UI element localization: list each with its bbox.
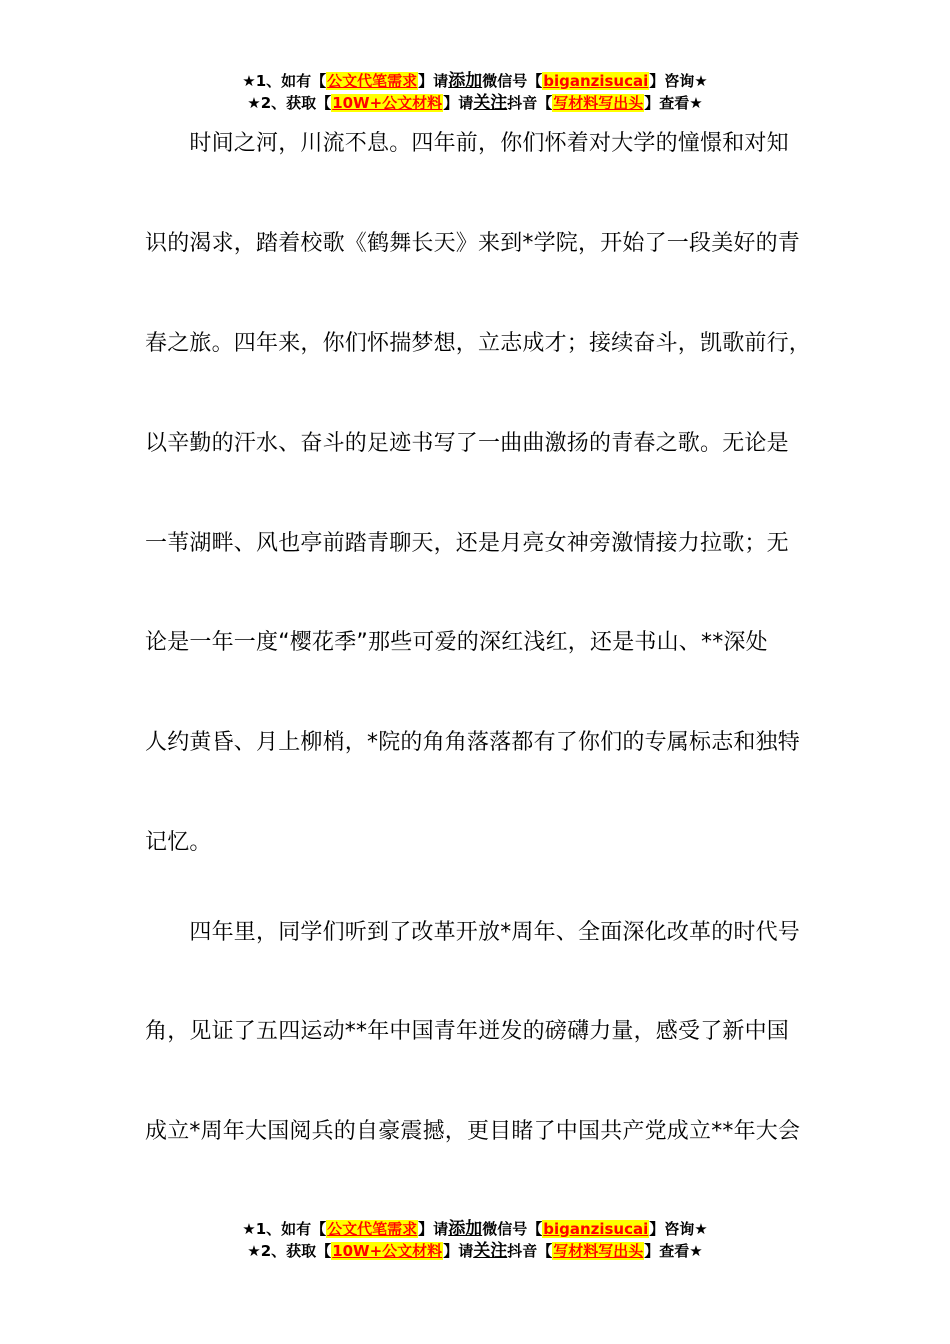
banner-highlight-wechat-id: biganzisucai: [543, 72, 649, 90]
body-line: 成立*周年大国阅兵的自豪震撼，更目睹了中国共产党成立**年大会: [145, 1119, 801, 1144]
body-line: 一苇湖畔、风也亭前踏青聊天，还是月亮女神旁激情接力拉歌；无: [145, 531, 789, 556]
body-line: 以辛勤的汗水、奋斗的足迹书写了一曲曲激扬的青春之歌。无论是: [145, 431, 789, 456]
banner-text: 】请: [443, 1242, 474, 1260]
banner-text: 抖音【: [507, 94, 553, 112]
body-line: 四年里，同学们听到了改革开放*周年、全面深化改革的时代号: [145, 920, 801, 945]
top-banner: [0, 70, 950, 114]
body-line: 春之旅。四年来，你们怀揣梦想，立志成才；接续奋斗，凯歌前行，: [145, 331, 812, 356]
body-line: 记忆。: [145, 830, 212, 855]
banner-text: ★2、获取【: [247, 1242, 332, 1260]
banner-line-1: [0, 70, 950, 92]
banner-highlight-douyin-id: 写材料写出头: [553, 1242, 644, 1260]
banner-text: ★1、如有【: [242, 72, 327, 90]
body-line: 人约黄昏、月上柳梢，*院的角角落落都有了你们的专属标志和独特: [145, 730, 801, 755]
banner-text: 抖音【: [507, 1242, 553, 1260]
banner-text: 微信号【: [482, 72, 543, 90]
bottom-banner: [0, 1218, 950, 1262]
banner-text: 】请: [443, 94, 474, 112]
banner-text: ★2、获取【: [247, 94, 332, 112]
banner-line-1: [0, 1218, 950, 1240]
body-line: 角，见证了五四运动**年中国青年迸发的磅礴力量，感受了新中国: [145, 1019, 790, 1044]
banner-text: 】请: [418, 72, 449, 90]
banner-emphasis: 添加: [448, 71, 483, 91]
banner-highlight-service: 公文代笔需求: [327, 1220, 418, 1238]
banner-highlight-service: 公文代笔需求: [327, 72, 418, 90]
body-line: 识的渴求，踏着校歌《鹤舞长天》来到*学院，开始了一段美好的青: [145, 231, 801, 256]
banner-highlight-materials: 10W+公文材料: [332, 1242, 443, 1260]
banner-highlight-wechat-id: biganzisucai: [543, 1220, 649, 1238]
banner-text: 】咨询★: [649, 1220, 708, 1238]
banner-text: 】查看★: [644, 94, 703, 112]
banner-emphasis: 添加: [448, 1219, 483, 1239]
banner-line-2: [0, 92, 950, 114]
banner-emphasis: 关注: [473, 1241, 508, 1261]
banner-highlight-douyin-id: 写材料写出头: [553, 94, 644, 112]
body-line: 时间之河，川流不息。四年前，你们怀着对大学的憧憬和对知: [145, 131, 789, 156]
banner-emphasis: 关注: [473, 93, 508, 113]
banner-highlight-materials: 10W+公文材料: [332, 94, 443, 112]
banner-text: 】咨询★: [649, 72, 708, 90]
banner-text: 微信号【: [482, 1220, 543, 1238]
body-line: 论是一年一度“樱花季”那些可爱的深红浅红，还是书山、**深处: [145, 630, 768, 655]
banner-text: 】查看★: [644, 1242, 703, 1260]
banner-line-2: [0, 1240, 950, 1262]
banner-text: 】请: [418, 1220, 449, 1238]
banner-text: ★1、如有【: [242, 1220, 327, 1238]
